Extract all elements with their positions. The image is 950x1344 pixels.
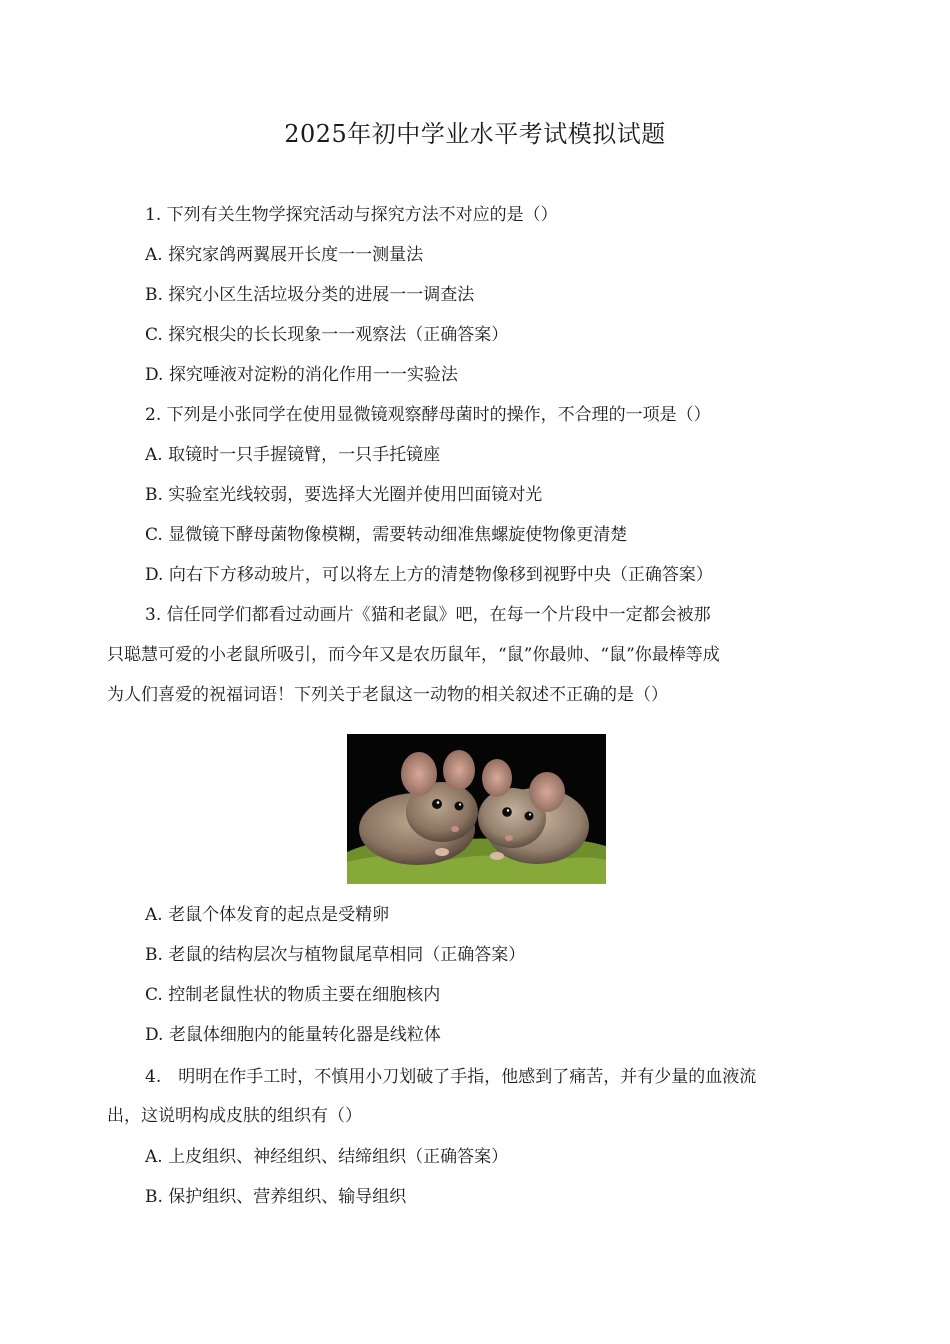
mice-photo: [347, 734, 606, 884]
question-1-option-a: A. 探究家鸽两翼展开长度一一测量法: [145, 245, 424, 265]
question-4-option-b: B. 保护组织、营养组织、输导组织: [145, 1187, 407, 1207]
question-2-option-c: C. 显微镜下酵母菌物像模糊，需要转动细准焦螺旋使物像更清楚: [145, 525, 628, 545]
question-2-option-d: D. 向右下方移动玻片，可以将左上方的清楚物像移到视野中央（正确答案）: [145, 565, 713, 585]
question-2-option-a: A. 取镜时一只手握镜臂，一只手托镜座: [145, 445, 441, 465]
question-3-option-d: D. 老鼠体细胞内的能量转化器是线粒体: [145, 1025, 441, 1045]
question-1-stem: 1. 下列有关生物学探究活动与探究方法不对应的是（）: [145, 205, 558, 225]
question-3-option-c: C. 控制老鼠性状的物质主要在细胞核内: [145, 985, 441, 1005]
question-2-stem: 2. 下列是小张同学在使用显微镜观察酵母菌时的操作，不合理的一项是（）: [145, 405, 711, 425]
question-1-option-b: B. 探究小区生活垃圾分类的进展一一调查法: [145, 285, 475, 305]
question-3-stem-line-3: 为人们喜爱的祝福词语！下列关于老鼠这一动物的相关叙述不正确的是（）: [107, 685, 668, 705]
question-4-stem-line-2: 出，这说明构成皮肤的组织有（）: [107, 1106, 362, 1126]
question-1-option-c: C. 探究根尖的长长现象一一观察法（正确答案）: [145, 325, 509, 345]
question-3-option-a: A. 老鼠个体发育的起点是受精卵: [145, 905, 390, 925]
question-4-stem-line-1: 4. 明明在作手工时，不慎用小刀划破了手指，他感到了痛苦，并有少量的血液流: [145, 1067, 757, 1087]
question-1-option-d: D. 探究唾液对淀粉的消化作用一一实验法: [145, 365, 458, 385]
question-3-stem-line-1: 3. 信任同学们都看过动画片《猫和老鼠》吧，在每一个片段中一定都会被那: [145, 605, 711, 625]
question-4-option-a: A. 上皮组织、神经组织、结缔组织（正确答案）: [145, 1147, 509, 1167]
page-title: 2025年初中学业水平考试模拟试题: [284, 120, 666, 148]
question-2-option-b: B. 实验室光线较弱，要选择大光圈并使用凹面镜对光: [145, 485, 543, 505]
question-3-option-b: B. 老鼠的结构层次与植物鼠尾草相同（正确答案）: [145, 945, 526, 965]
question-3-stem-line-2: 只聪慧可爱的小老鼠所吸引，而今年又是农历鼠年，“鼠”你最帅、“鼠”你最棒等成: [107, 645, 720, 665]
